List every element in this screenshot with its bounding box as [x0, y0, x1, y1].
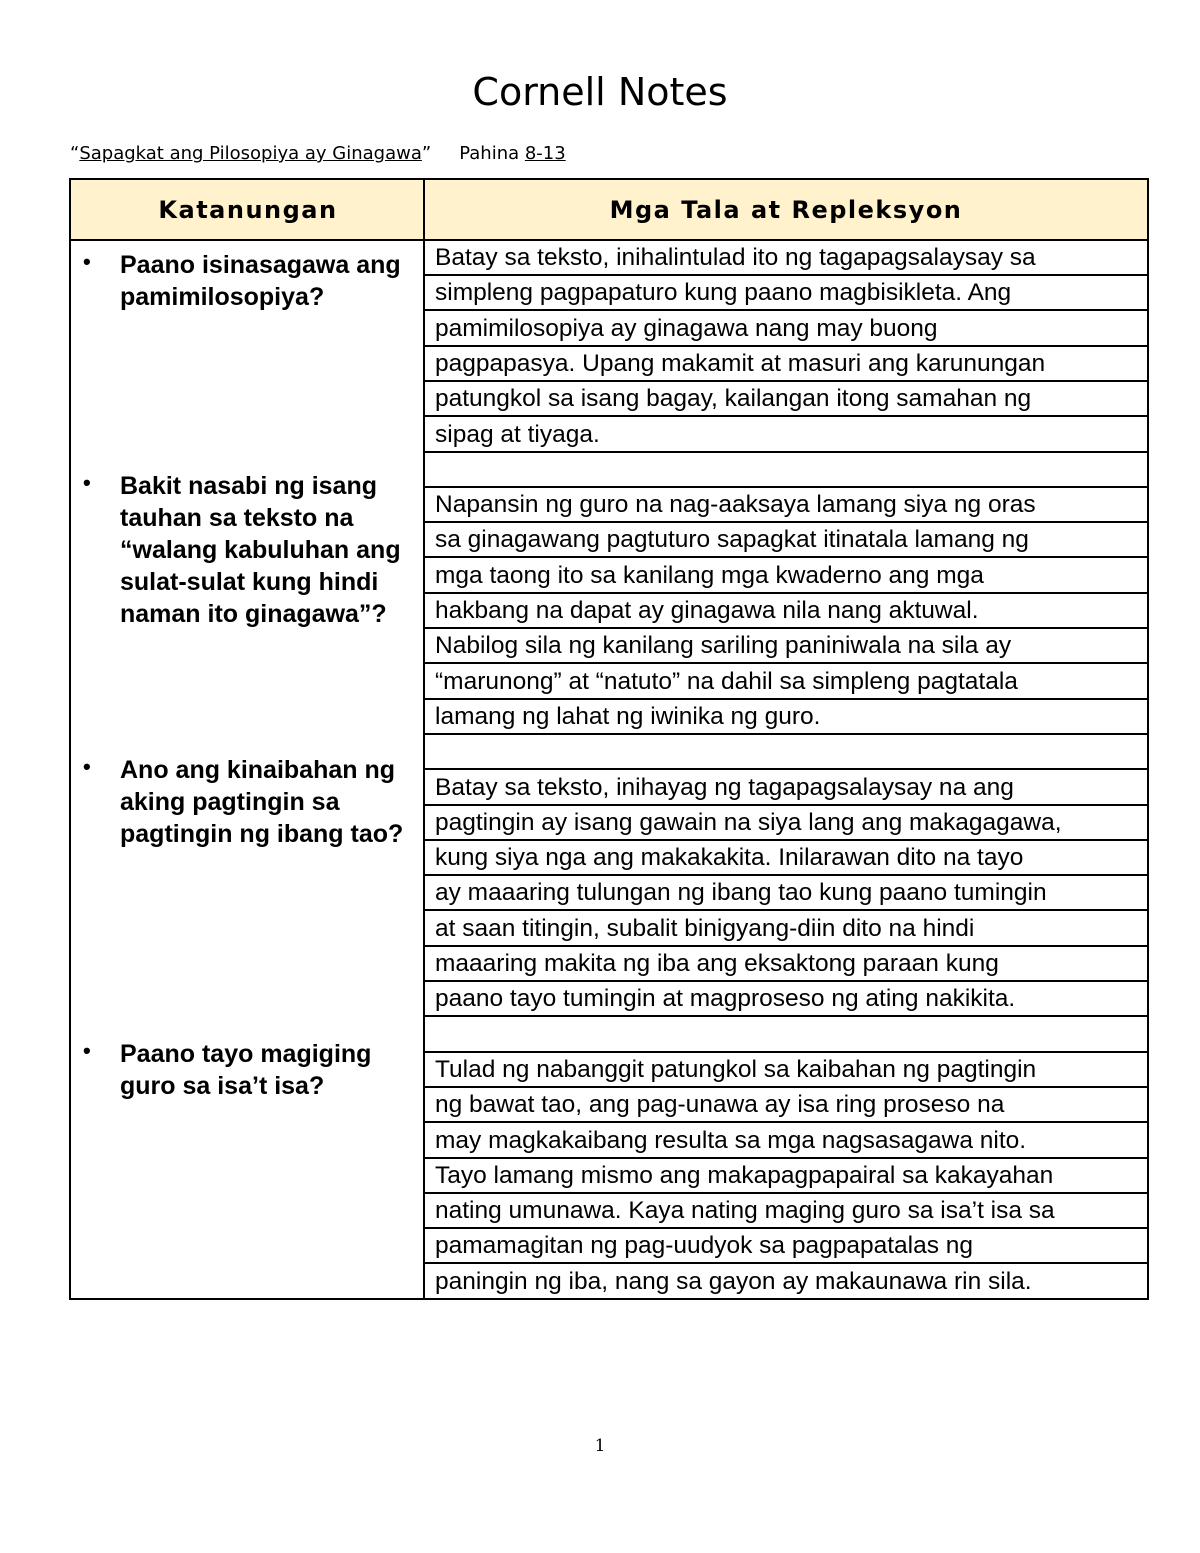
note-line: Napansin ng guro na nag-aaksaya lamang siya ng oras — [425, 488, 1147, 523]
note-line: patungkol sa isang bagay, kailangan itong samahan ng — [425, 382, 1147, 417]
cornell-notes-table — [69, 178, 1149, 1300]
note-line: at saan titingin, subalit binigyang-diin dito na hindi — [425, 912, 1147, 947]
page-title: Cornell Notes — [472, 70, 728, 114]
note-line: “marunong” at “natuto” na dahil sa simpleng pagtatala — [425, 665, 1147, 700]
question-text: Ano ang kinaibahan ng aking pagtingin sa pagtingin ng ibang tao? — [120, 756, 404, 848]
note-line: pamimilosopiya ay ginagawa nang may buong — [425, 312, 1147, 347]
note-line: lamang ng lahat ng iwinika ng guro. — [425, 700, 1147, 735]
pages-label: Pahina — [459, 143, 525, 164]
note-line: pagpapasya. Upang makamit at masuri ang karunungan — [425, 347, 1147, 382]
note-line — [425, 1018, 1147, 1053]
note-line: hakbang na dapat ay ginagawa nila nang aktuwal. — [425, 594, 1147, 629]
open-quote: “ — [70, 143, 80, 164]
questions-column-header: Katanungan — [71, 180, 425, 241]
note-line — [425, 735, 1147, 770]
bullet-icon: • — [83, 754, 91, 779]
question-text: Paano tayo magiging guro sa isa’t isa? — [120, 1040, 372, 1100]
note-line: sa ginagawang pagtuturo sapagkat itinatala lamang ng — [425, 523, 1147, 558]
note-line: sipag at tiyaga. — [425, 418, 1147, 453]
note-line: ng bawat tao, ang pag-unawa ay isa ring proseso na — [425, 1088, 1147, 1123]
note-line: mga taong ito sa kanilang mga kwaderno ang mga — [425, 559, 1147, 594]
note-line: paningin ng iba, nang sa gayon ay makaunawa rin sila. — [435, 1267, 1032, 1295]
note-line: may magkakaibang resulta sa mga nagsasagawa nito. — [425, 1124, 1147, 1159]
close-quote: ” — [421, 143, 432, 164]
note-line: Tayo lamang mismo ang makapagpapairal sa kakayahan — [425, 1159, 1147, 1194]
reading-title: Sapagkat ang Pilosopiya ay Ginagawa — [79, 143, 422, 164]
bullet-icon: • — [83, 249, 91, 274]
bullet-icon: • — [83, 470, 91, 495]
note-line: pagtingin ay isang gawain na siya lang ang makagagawa, — [425, 806, 1147, 841]
note-line — [425, 453, 1147, 488]
note-line: maaaring makita ng iba ang eksaktong paraan kung — [425, 947, 1147, 982]
note-line: Nabilog sila ng kanilang sariling paniniwala na sila ay — [425, 629, 1147, 664]
question-text: Paano isinasagawa ang pamimilosopiya? — [120, 251, 401, 311]
page-number: 1 — [594, 1436, 606, 1456]
note-line: Tulad ng nabanggit patungkol sa kaibahan ng pagtingin — [425, 1053, 1147, 1088]
note-line: Batay sa teksto, inihayag ng tagapagsalaysay na ang — [425, 771, 1147, 806]
reading-reference — [70, 143, 566, 164]
note-line: pamamagitan ng pag-uudyok sa pagpapatalas ng — [425, 1229, 1147, 1264]
pages-value: 8-13 — [524, 143, 566, 164]
note-line: paano tayo tumingin at magproseso ng ating nakikita. — [425, 982, 1147, 1017]
bullet-icon: • — [83, 1038, 91, 1063]
note-line: simpleng pagpapaturo kung paano magbisikleta. Ang — [425, 276, 1147, 311]
notes-column-header: Mga Tala at Repleksyon — [425, 180, 1147, 241]
note-line: ay maaaring tulungan ng ibang tao kung paano tumingin — [425, 876, 1147, 911]
question-text: Bakit nasabi ng isang tauhan sa teksto na “walang kabuluhan ang sulat-sulat kung hindi naman ito ginagawa”? — [120, 472, 401, 628]
note-line: Batay sa teksto, inihalintulad ito ng tagapagsalaysay sa — [425, 241, 1147, 276]
note-line: kung siya nga ang makakakita. Inilarawan dito na tayo — [425, 841, 1147, 876]
note-line: nating umunawa. Kaya nating maging guro sa isa’t isa sa — [425, 1194, 1147, 1229]
